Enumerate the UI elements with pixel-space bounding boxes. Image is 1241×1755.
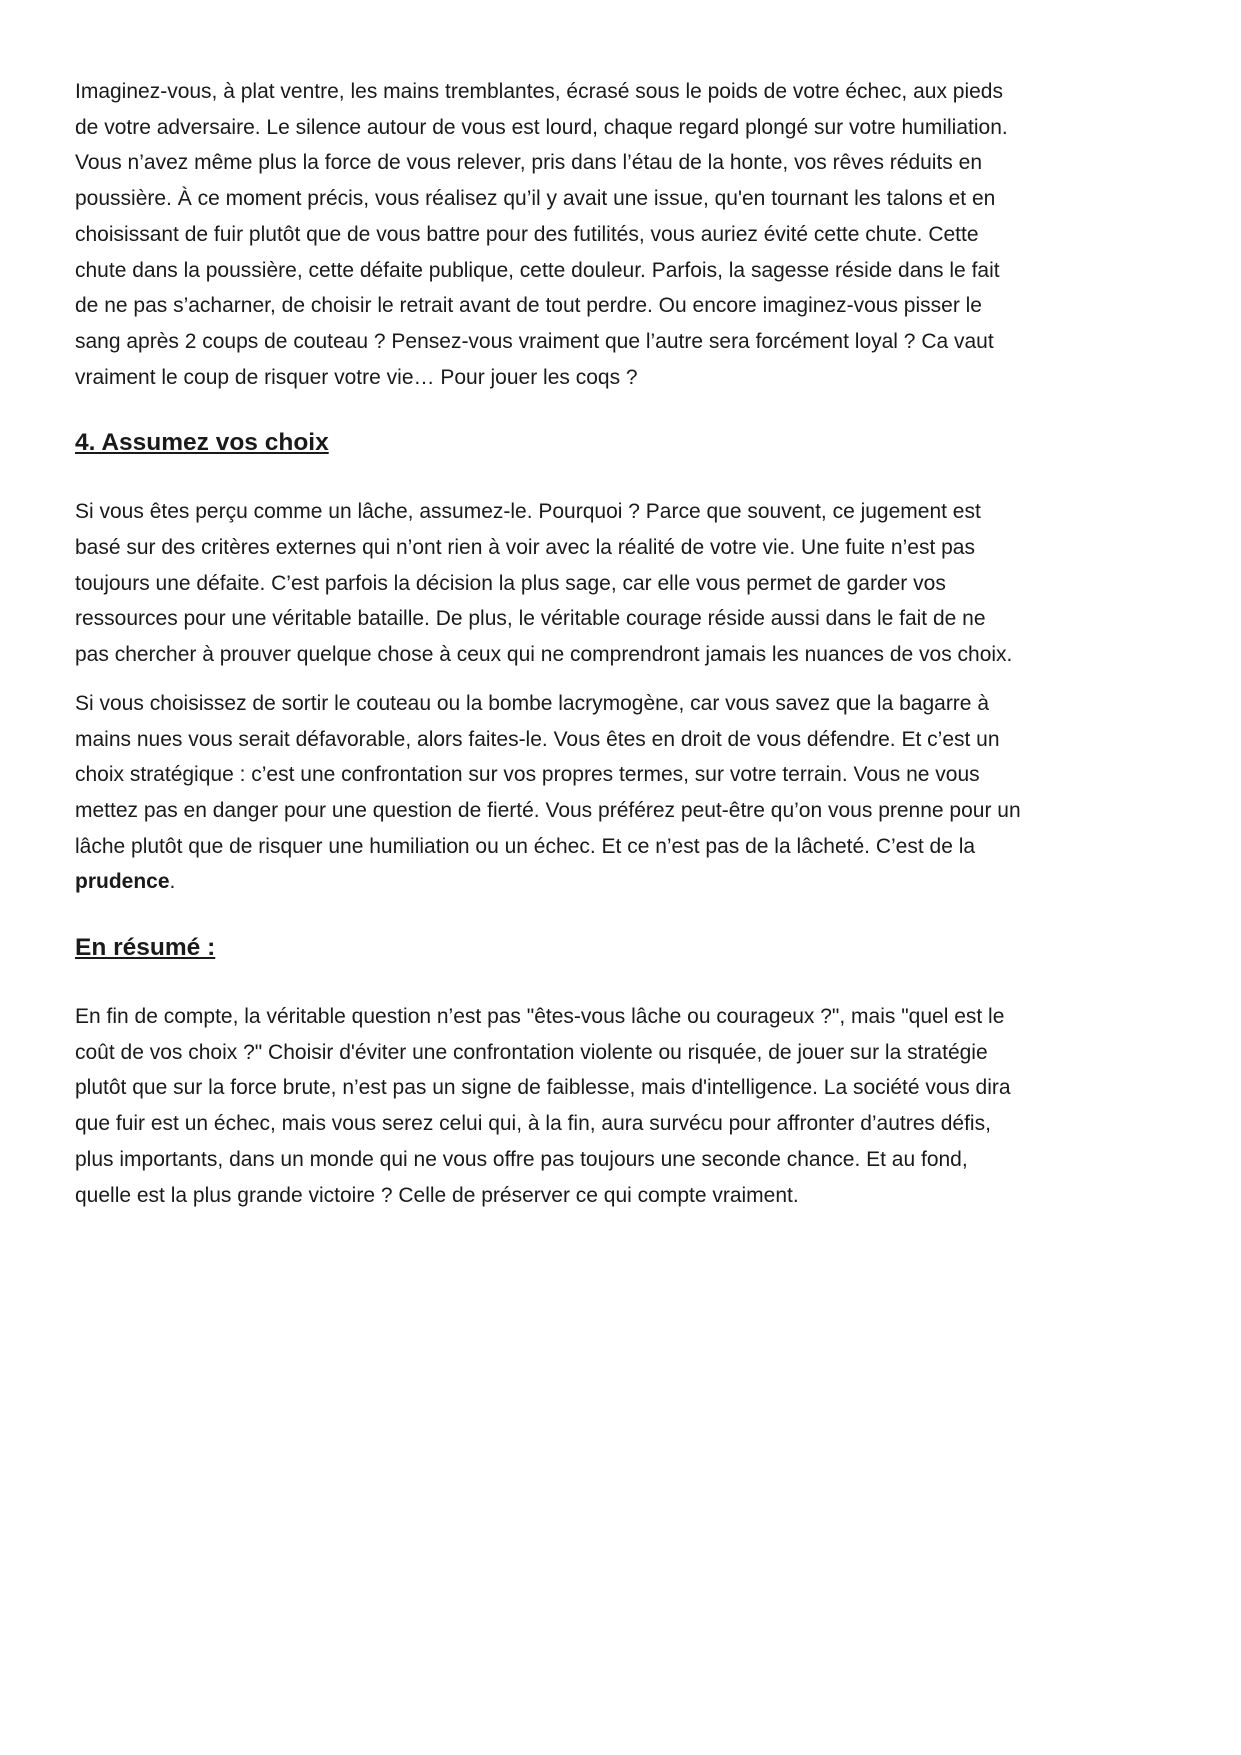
text-line: que fuir est un échec, mais vous serez celui qui, à la fin, aura survécu pour affronter d’autres défis, xyxy=(75,1112,991,1136)
text-line: choix stratégique : c’est une confrontation sur vos propres termes, sur votre terrain. Vous ne vous xyxy=(75,763,980,787)
text-line: coût de vos choix ?" Choisir d'éviter une confrontation violente ou risquée, de jouer sur la stratégie xyxy=(75,1040,988,1064)
text-line: vraiment le coup de risquer votre vie… Pour jouer les coqs ? xyxy=(75,365,638,389)
text-line: Imaginez-vous, à plat ventre, les mains tremblantes, écrasé sous le poids de votre échec, aux pieds xyxy=(75,80,1003,103)
text-line: choisissant de fuir plutôt que de vous battre pour des futilités, vous auriez évité cette chute. Cette xyxy=(75,222,979,246)
paragraph-assumez-1 xyxy=(75,494,1175,673)
text-line-final xyxy=(75,864,1175,900)
paragraph-intro xyxy=(75,74,1175,395)
text-line: lâche plutôt que de risquer une humiliation ou un échec. Et ce n’est pas de la lâcheté. C’est de la xyxy=(75,834,976,858)
text-line: sang après 2 coups de couteau ? Pensez-vous vraiment que l’autre sera forcément loyal ? Ca vaut xyxy=(75,329,994,353)
text-line: basé sur des critères externes qui n’ont rien à voir avec la réalité de votre vie. Une fuite n’est pas xyxy=(75,536,975,560)
text-line: poussière. À ce moment précis, vous réalisez qu’il y avait une issue, qu'en tournant les talons et en xyxy=(75,187,996,211)
section-heading-assumez: 4. Assumez vos choix xyxy=(75,429,329,457)
text-line: quelle est la plus grande victoire ? Celle de préserver ce qui compte vraiment. xyxy=(75,1183,799,1207)
text-line: toujours une défaite. C’est parfois la décision la plus sage, car elle vous permet de garder vos xyxy=(75,571,946,595)
text-line: ressources pour une véritable bataille. De plus, le véritable courage réside aussi dans le fait de ne xyxy=(75,607,986,631)
text-line: Vous n’avez même plus la force de vous relever, pris dans l’étau de la honte, vos rêves réduits en xyxy=(75,151,982,175)
text-line: pas chercher à prouver quelque chose à ceux qui ne comprendront jamais les nuances de vos choix. xyxy=(75,643,1013,667)
text-line: mettez pas en danger pour une question de fierté. Vous préférez peut-être qu’on vous prenne pour un xyxy=(75,798,1021,822)
bold-word-prudence: prudence xyxy=(75,870,170,894)
paragraph-assumez-2 xyxy=(75,686,1175,900)
section-heading-summary: En résumé : xyxy=(75,934,216,962)
text-line: Si vous êtes perçu comme un lâche, assumez-le. Pourquoi ? Parce que souvent, ce jugement est xyxy=(75,500,981,524)
paragraph-summary xyxy=(75,999,1175,1213)
document-page xyxy=(75,74,1175,1213)
text-line: mains nues vous serait défavorable, alors faites-le. Vous êtes en droit de vous défendre. Et c’est un xyxy=(75,727,1000,751)
text-line: de votre adversaire. Le silence autour de vous est lourd, chaque regard plongé sur votre humiliation. xyxy=(75,115,1008,139)
text-line: de ne pas s’acharner, de choisir le retrait avant de tout perdre. Ou encore imaginez-vous pisser le xyxy=(75,294,982,318)
text-line: plutôt que sur la force brute, n’est pas un signe de faiblesse, mais d'intelligence. La société vous dira xyxy=(75,1076,1011,1100)
period: . xyxy=(169,870,176,894)
text-line: chute dans la poussière, cette défaite publique, cette douleur. Parfois, la sagesse réside dans le fait xyxy=(75,258,1000,282)
text-line: plus importants, dans un monde qui ne vous offre pas toujours une seconde chance. Et au fond, xyxy=(75,1147,968,1171)
text-line: Si vous choisissez de sortir le couteau ou la bombe lacrymogène, car vous savez que la bagarre à xyxy=(75,691,989,715)
text-line: En fin de compte, la véritable question n’est pas "êtes-vous lâche ou courageux ?", mais "quel est le xyxy=(75,1005,1005,1029)
